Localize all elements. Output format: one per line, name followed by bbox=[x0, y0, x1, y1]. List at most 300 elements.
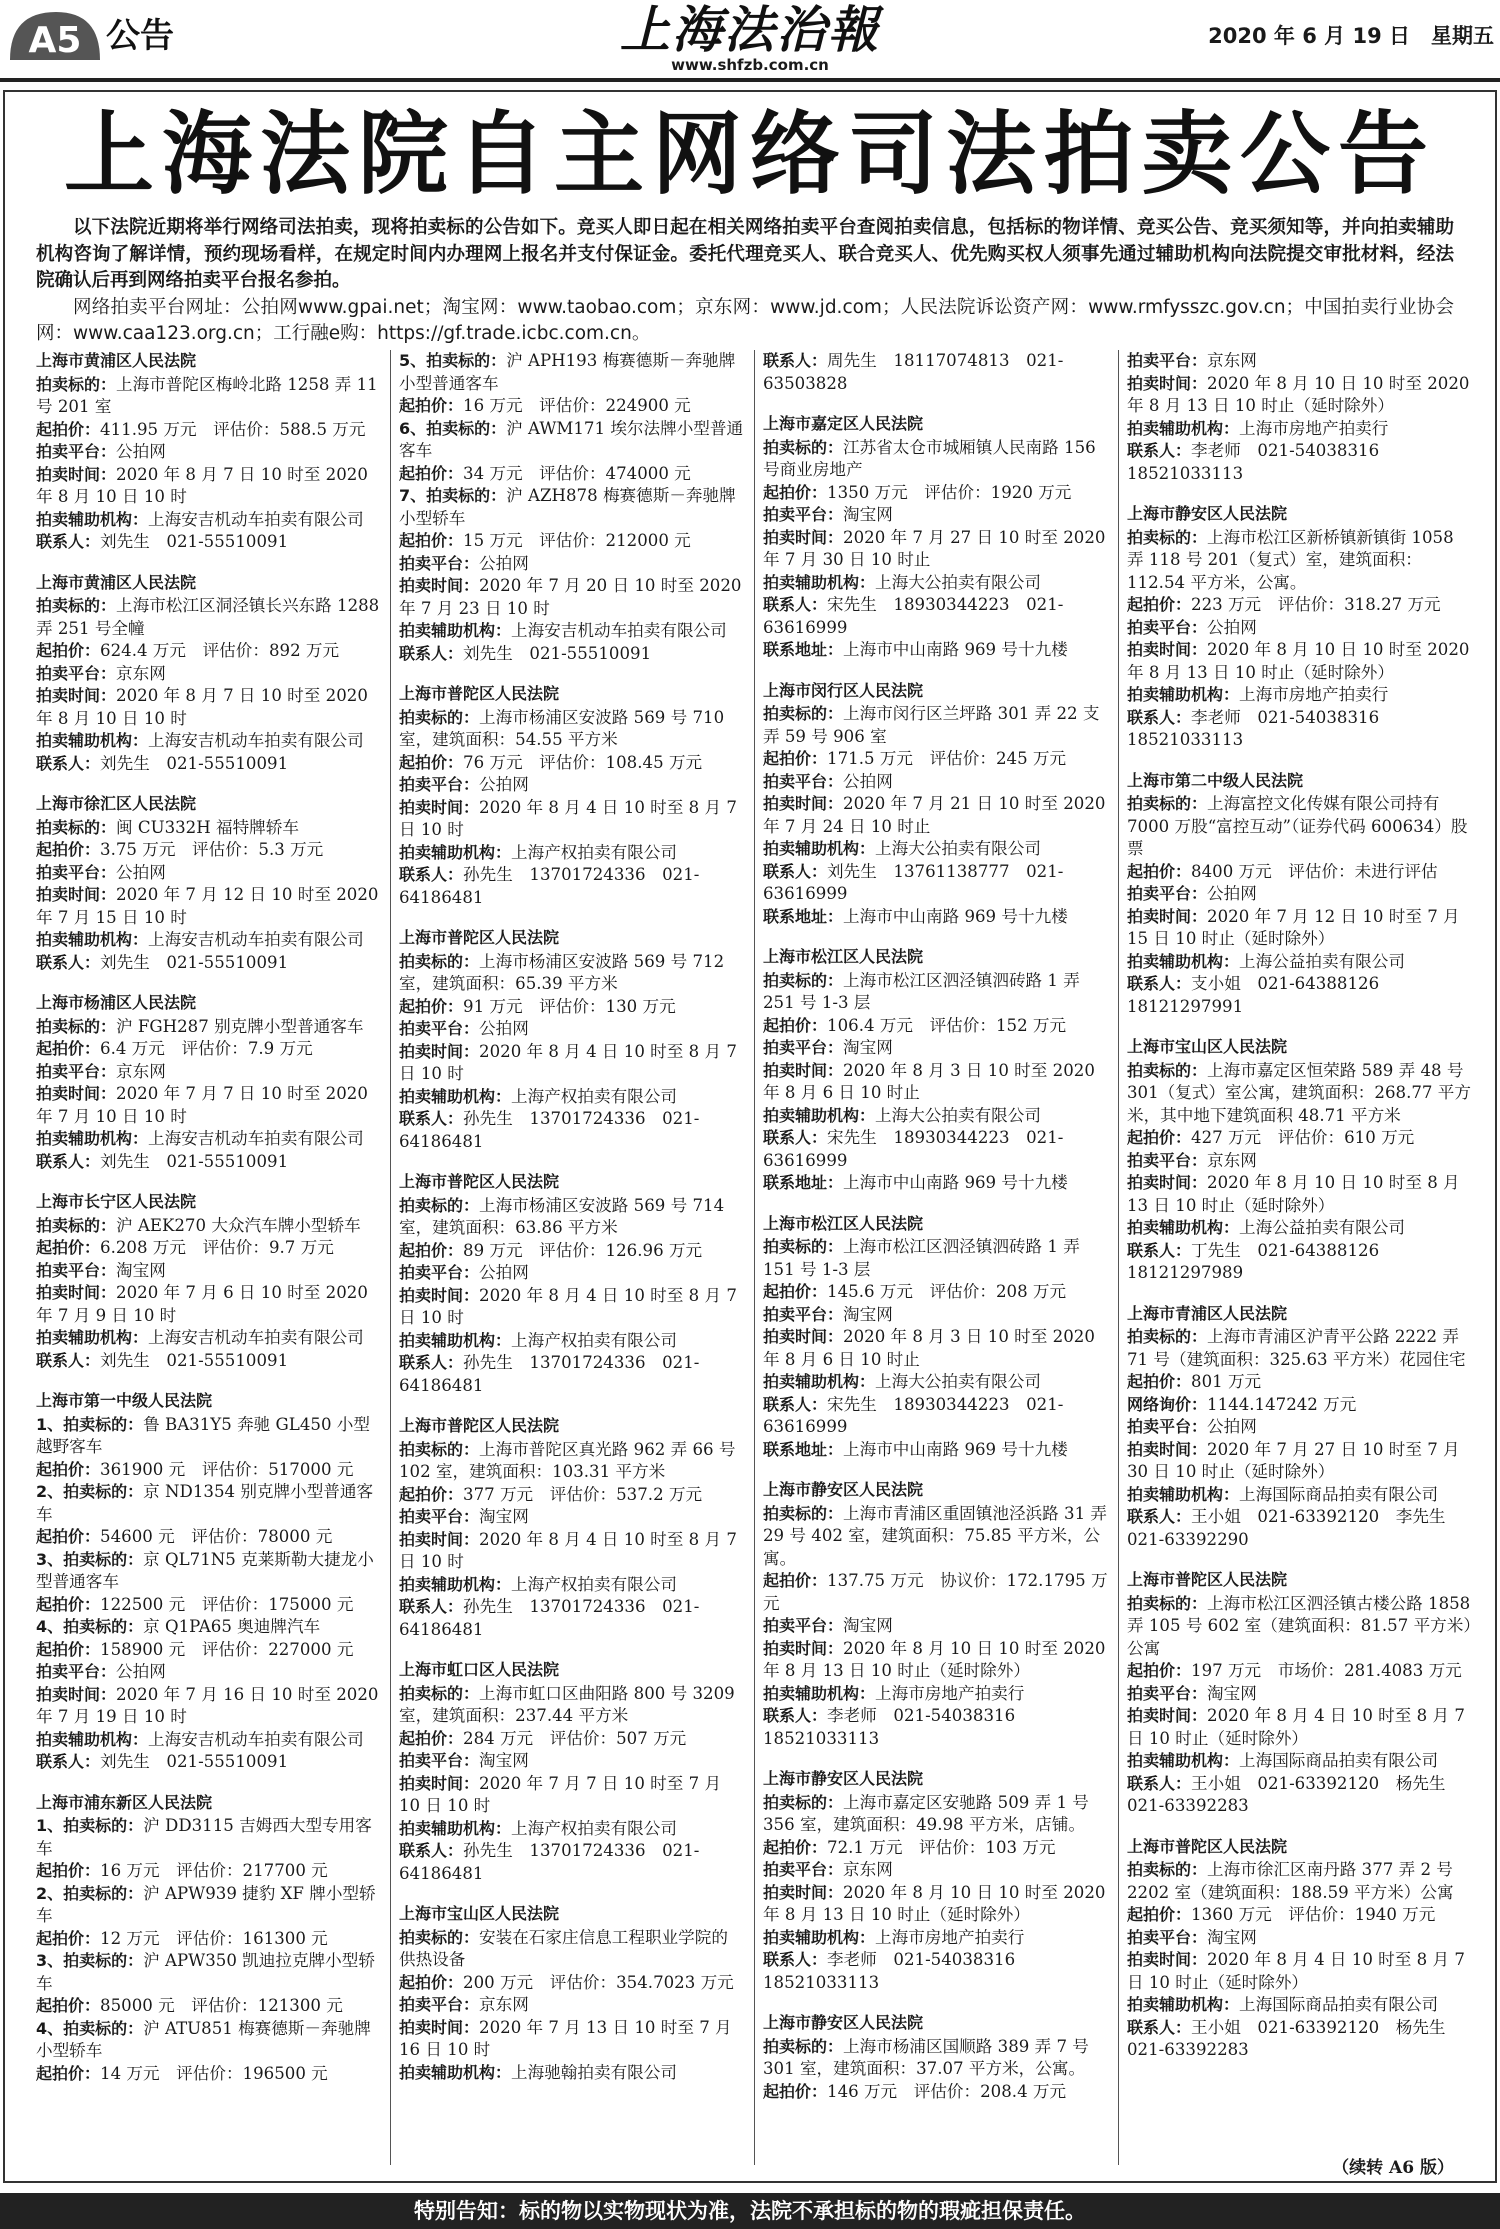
auction-field bbox=[763, 527, 1108, 572]
field-label: 拍卖时间： bbox=[1127, 373, 1208, 393]
field-label: 联系人： bbox=[763, 1128, 828, 1147]
field-value: 上海大公拍卖有限公司 bbox=[875, 572, 1041, 592]
field-label: 拍卖标的： bbox=[36, 1016, 117, 1036]
auction-field bbox=[1127, 1060, 1472, 1128]
field-value: 淘宝网 bbox=[843, 1616, 893, 1635]
field-label: 起拍价： bbox=[399, 752, 464, 772]
field-label: 起拍价： bbox=[763, 1571, 828, 1590]
auction-field bbox=[399, 1972, 744, 1995]
masthead-url: www.shfzb.com.cn bbox=[671, 56, 829, 74]
auction-field bbox=[1127, 1506, 1472, 1551]
field-value: 宋先生 18930344223 021-63616999 bbox=[763, 1128, 1064, 1170]
field-label: 联系人： bbox=[1127, 1773, 1192, 1793]
auction-field bbox=[399, 395, 744, 418]
field-label: 拍卖辅助机构： bbox=[763, 1927, 876, 1947]
auction-field bbox=[763, 703, 1108, 748]
field-value: 丁先生 021-64388126 18121297989 bbox=[1127, 1240, 1396, 1282]
field-value: 624.4 万元 评估价：892 万元 bbox=[100, 641, 340, 660]
field-value: 宋先生 18930344223 021-63616999 bbox=[763, 1394, 1064, 1436]
auction-field bbox=[763, 1015, 1108, 1038]
auction-field bbox=[763, 1792, 1108, 1837]
field-label: 拍卖辅助机构： bbox=[1127, 1484, 1240, 1504]
field-value: 沪 AWM171 埃尔法牌小型普通客车 bbox=[399, 418, 744, 460]
field-value: 江苏省太仓市城厢镇人民南路 156 号商业房地产 bbox=[763, 437, 1096, 479]
field-value: 801 万元 bbox=[1191, 1372, 1262, 1391]
field-label: 起拍价： bbox=[399, 463, 464, 483]
field-value: 122500 元 评估价：175000 元 bbox=[100, 1594, 354, 1614]
field-label: 拍卖平台： bbox=[36, 663, 117, 683]
field-value: 2020 年 8 月 10 日 10 时至 8 月 13 日 10 时止（延时除外） bbox=[1127, 1173, 1460, 1215]
field-label: 起拍价： bbox=[1127, 1661, 1192, 1680]
auction-field bbox=[399, 1840, 744, 1885]
field-label: 拍卖标的： bbox=[1127, 1060, 1208, 1080]
field-value: 上海市房地产拍卖行 bbox=[875, 1683, 1025, 1703]
field-value: 上海市松江区洞泾镇长兴东路 1288 弄 251 号全幢 bbox=[36, 596, 380, 638]
auction-field bbox=[763, 1304, 1108, 1327]
field-value: 公拍网 bbox=[479, 1263, 529, 1282]
field-label: 起拍价： bbox=[763, 482, 828, 502]
auction-field bbox=[36, 1661, 381, 1684]
field-label: 拍卖平台： bbox=[36, 442, 117, 461]
field-label: 联系地址： bbox=[763, 1439, 844, 1459]
field-value: 刘先生 021-55510091 bbox=[100, 1151, 289, 1171]
field-value: 淘宝网 bbox=[116, 1260, 166, 1280]
field-label: 起拍价： bbox=[763, 749, 828, 768]
field-label: 5、拍卖标的： bbox=[399, 351, 507, 370]
auction-field bbox=[763, 861, 1108, 906]
field-value: 公拍网 bbox=[116, 1662, 166, 1681]
page-badge-icon bbox=[6, 6, 104, 64]
auction-field bbox=[36, 1061, 381, 1084]
field-label: 拍卖时间： bbox=[763, 527, 844, 547]
field-label: 拍卖时间： bbox=[399, 1285, 480, 1305]
field-value: 上海安吉机动车拍卖有限公司 bbox=[148, 731, 364, 750]
auction-field bbox=[36, 1684, 381, 1729]
auction-item bbox=[1127, 1036, 1472, 1285]
field-label: 联系人： bbox=[399, 1841, 464, 1860]
field-value: 2020 年 8 月 4 日 10 时至 8 月 7 日 10 时止（延时除外） bbox=[1127, 1950, 1465, 1992]
field-value: 公拍网 bbox=[1207, 884, 1257, 903]
auction-field bbox=[36, 1639, 381, 1662]
field-value: 2020 年 8 月 4 日 10 时至 8 月 7 日 10 时 bbox=[399, 797, 737, 839]
field-value: 2020 年 8 月 4 日 10 时至 8 月 7 日 10 时止（延时除外） bbox=[1127, 1706, 1465, 1748]
field-label: 拍卖时间： bbox=[1127, 906, 1208, 926]
field-label: 联系人： bbox=[36, 753, 101, 773]
field-label: 6、拍卖标的： bbox=[399, 418, 507, 438]
auction-field bbox=[36, 1751, 381, 1774]
field-value: 2020 年 7 月 16 日 10 时至 2020 年 7 月 19 日 10 时 bbox=[36, 1684, 379, 1726]
auction-item bbox=[1127, 770, 1472, 1019]
field-value: 上海市杨浦区安波路 569 号 714 室，建筑面积：63.86 平方米 bbox=[399, 1195, 725, 1237]
field-value: 王小姐 021-63392120 杨先生 021-63392283 bbox=[1127, 1773, 1463, 1815]
court-name: 上海市长宁区人民法院 bbox=[36, 1192, 197, 1211]
auction-field bbox=[763, 572, 1108, 595]
auction-field bbox=[1127, 684, 1472, 707]
auction-field bbox=[399, 553, 744, 576]
field-value: 李老师 021-54038316 18521033113 bbox=[763, 1950, 1032, 1992]
field-label: 起拍价： bbox=[36, 1039, 101, 1058]
court-name: 上海市松江区人民法院 bbox=[763, 947, 924, 966]
auction-field bbox=[1127, 793, 1472, 861]
field-value: 上海市闵行区兰坪路 301 弄 22 支弄 59 号 906 室 bbox=[763, 704, 1100, 746]
field-label: 拍卖平台： bbox=[1127, 1417, 1208, 1436]
field-value: 上海市松江区泗泾镇泗砖路 1 弄 251 号 1-3 层 bbox=[763, 970, 1080, 1012]
auction-field bbox=[763, 1439, 1108, 1462]
field-label: 起拍价： bbox=[1127, 1372, 1192, 1391]
auction-field bbox=[1127, 1949, 1472, 1994]
field-value: 3.75 万元 评估价：5.3 万元 bbox=[100, 840, 324, 859]
auction-item bbox=[763, 413, 1108, 662]
field-value: 公拍网 bbox=[479, 1019, 529, 1038]
field-value: 孙先生 13701724336 021-64186481 bbox=[399, 1841, 700, 1883]
auction-field bbox=[763, 350, 1108, 395]
field-label: 起拍价： bbox=[36, 1928, 101, 1948]
field-value: 2020 年 8 月 10 日 10 时至 2020 年 8 月 13 日 10 时止（延时除外） bbox=[763, 1638, 1106, 1680]
auction-item bbox=[399, 350, 744, 665]
field-value: 淘宝网 bbox=[1207, 1927, 1257, 1947]
field-label: 拍卖辅助机构： bbox=[1127, 1751, 1240, 1770]
field-label: 起拍价： bbox=[763, 1282, 828, 1301]
court-name: 上海市普陀区人民法院 bbox=[399, 1172, 560, 1191]
field-value: 京 Q1PA65 奥迪牌汽车 bbox=[143, 1617, 321, 1636]
field-label: 起拍价： bbox=[399, 396, 464, 415]
auction-field bbox=[36, 1481, 381, 1526]
field-label: 拍卖辅助机构： bbox=[36, 1729, 149, 1749]
auction-field bbox=[763, 1859, 1108, 1882]
auction-field bbox=[1127, 1150, 1472, 1173]
auction-field bbox=[399, 1240, 744, 1263]
field-value: 上海市虹口区曲阳路 800 号 3209 室，建筑面积：237.44 平方米 bbox=[399, 1683, 735, 1725]
field-label: 拍卖辅助机构： bbox=[36, 1328, 149, 1347]
field-label: 4、拍卖标的： bbox=[36, 1617, 144, 1636]
field-label: 拍卖辅助机构： bbox=[36, 930, 149, 949]
court-name: 上海市杨浦区人民法院 bbox=[36, 993, 197, 1012]
field-value: 京东网 bbox=[1207, 1150, 1257, 1170]
field-value: 上海市杨浦区安波路 569 号 710 室，建筑面积：54.55 平方米 bbox=[399, 707, 725, 749]
field-label: 起拍价： bbox=[36, 1527, 101, 1546]
court-name: 上海市闵行区人民法院 bbox=[763, 680, 924, 700]
field-value: 2020 年 7 月 21 日 10 时至 2020 年 7 月 24 日 10 时止 bbox=[763, 794, 1106, 836]
field-label: 拍卖标的： bbox=[399, 951, 480, 971]
field-value: 上海市普陀区梅岭北路 1258 弄 11 号 201 室 bbox=[36, 374, 378, 416]
auction-field bbox=[36, 817, 381, 840]
field-label: 3、拍卖标的： bbox=[36, 1951, 144, 1970]
auction-field bbox=[399, 575, 744, 620]
auction-field bbox=[399, 1773, 744, 1818]
field-value: 上海市杨浦区安波路 569 号 712 室，建筑面积：65.39 平方米 bbox=[399, 951, 725, 993]
court-name: 上海市宝山区人民法院 bbox=[1127, 1037, 1288, 1056]
field-label: 拍卖时间： bbox=[399, 797, 480, 817]
auction-field bbox=[399, 530, 744, 553]
field-value: 沪 AEK270 大众汽车牌小型轿车 bbox=[116, 1215, 361, 1235]
field-label: 拍卖标的： bbox=[399, 1927, 480, 1947]
field-label: 联系人： bbox=[399, 1353, 464, 1372]
field-value: 上海公益拍卖有限公司 bbox=[1239, 1218, 1405, 1237]
field-label: 拍卖标的： bbox=[1127, 1327, 1208, 1346]
page-header bbox=[0, 0, 1500, 78]
field-value: 2020 年 8 月 10 日 10 时至 2020 年 8 月 13 日 10 时止（延时除外） bbox=[763, 1882, 1106, 1924]
auction-field bbox=[36, 884, 381, 929]
field-value: 2020 年 7 月 12 日 10 时至 7 月 15 日 10 时止（延时除外） bbox=[1127, 906, 1460, 948]
field-label: 拍卖标的： bbox=[763, 1237, 844, 1256]
field-value: 2020 年 7 月 27 日 10 时至 7 月 30 日 10 时止（延时除外） bbox=[1127, 1439, 1460, 1481]
field-value: 上海市嘉定区安驰路 509 弄 1 号 356 室，建筑面积：49.98 平方米，店铺。 bbox=[763, 1792, 1089, 1834]
field-label: 拍卖平台： bbox=[399, 775, 480, 794]
auction-field bbox=[763, 1326, 1108, 1371]
field-value: 上海安吉机动车拍卖有限公司 bbox=[148, 1729, 364, 1749]
field-label: 拍卖标的： bbox=[36, 374, 117, 394]
auction-field bbox=[36, 1549, 381, 1594]
court-name: 上海市第一中级人民法院 bbox=[36, 1391, 213, 1410]
auction-field bbox=[399, 752, 744, 775]
field-label: 起拍价： bbox=[399, 996, 464, 1016]
auction-field bbox=[36, 1928, 381, 1951]
field-value: 京东网 bbox=[116, 1061, 166, 1081]
field-label: 拍卖辅助机构： bbox=[399, 1574, 512, 1594]
field-label: 拍卖标的： bbox=[36, 1215, 117, 1235]
field-value: 刘先生 021-55510091 bbox=[100, 753, 289, 773]
field-value: 14 万元 评估价：196500 元 bbox=[100, 2063, 328, 2083]
auction-field bbox=[763, 1236, 1108, 1281]
intro bbox=[36, 215, 1454, 348]
field-value: 上海大公拍卖有限公司 bbox=[875, 1105, 1041, 1125]
auction-field bbox=[763, 1705, 1108, 1750]
field-value: 刘先生 021-55510091 bbox=[100, 1350, 289, 1370]
field-value: 闽 CU332H 福特牌轿车 bbox=[116, 817, 299, 837]
field-label: 联系人： bbox=[1127, 1240, 1192, 1260]
auction-field bbox=[399, 643, 744, 666]
auction-field bbox=[763, 1105, 1108, 1128]
field-value: 公拍网 bbox=[479, 775, 529, 794]
column-2 bbox=[399, 350, 744, 2168]
auction-field bbox=[36, 1038, 381, 1061]
field-value: 上海国际商品拍卖有限公司 bbox=[1239, 1484, 1439, 1504]
auction-field bbox=[36, 753, 381, 776]
auction-field bbox=[36, 663, 381, 686]
auction-item bbox=[36, 1390, 381, 1774]
auction-field bbox=[36, 1128, 381, 1151]
auction-field bbox=[763, 1638, 1108, 1683]
field-label: 起拍价： bbox=[399, 531, 464, 550]
auction-field bbox=[399, 1352, 744, 1397]
field-value: 淘宝网 bbox=[479, 1507, 529, 1526]
field-label: 拍卖平台： bbox=[36, 1662, 117, 1681]
field-label: 起拍价： bbox=[36, 641, 101, 660]
auction-field bbox=[1127, 1484, 1472, 1507]
field-label: 1、拍卖标的： bbox=[36, 1414, 144, 1434]
auction-field bbox=[36, 1151, 381, 1174]
field-label: 联系人： bbox=[1127, 441, 1192, 460]
auction-item bbox=[763, 680, 1108, 929]
auction-field bbox=[36, 441, 381, 464]
auction-field bbox=[36, 1995, 381, 2018]
field-label: 拍卖平台： bbox=[1127, 1150, 1208, 1170]
field-label: 拍卖辅助机构： bbox=[763, 1105, 876, 1125]
auction-field bbox=[399, 1018, 744, 1041]
field-label: 拍卖平台： bbox=[399, 553, 480, 573]
auction-field bbox=[399, 1506, 744, 1529]
auction-field bbox=[399, 774, 744, 797]
court-name: 上海市宝山区人民法院 bbox=[399, 1904, 560, 1923]
field-label: 联系人： bbox=[399, 643, 464, 663]
field-value: 72.1 万元 评估价：103 万元 bbox=[827, 1837, 1056, 1857]
field-value: 76 万元 评估价：108.45 万元 bbox=[463, 752, 703, 772]
court-name: 上海市松江区人民法院 bbox=[763, 1213, 924, 1233]
auction-item bbox=[763, 2012, 1108, 2103]
court-name: 上海市静安区人民法院 bbox=[763, 1480, 924, 1499]
auction-field bbox=[36, 1016, 381, 1039]
field-label: 拍卖时间： bbox=[36, 464, 117, 484]
court-name: 上海市普陀区人民法院 bbox=[399, 1416, 560, 1435]
auction-field bbox=[1127, 373, 1472, 418]
auction-field bbox=[399, 485, 744, 530]
field-value: 146 万元 评估价：208.4 万元 bbox=[827, 2081, 1067, 2101]
field-value: 上海公益拍卖有限公司 bbox=[1239, 951, 1405, 971]
field-label: 拍卖平台： bbox=[1127, 884, 1208, 903]
auction-field bbox=[399, 996, 744, 1019]
auction-item bbox=[399, 1415, 744, 1641]
field-label: 起拍价： bbox=[36, 1639, 101, 1659]
field-value: 2020 年 8 月 10 日 10 时至 2020 年 8 月 13 日 10 时止（延时除外） bbox=[1127, 640, 1470, 682]
auction-field bbox=[36, 862, 381, 885]
auction-field bbox=[1127, 1927, 1472, 1950]
field-value: 2020 年 8 月 4 日 10 时至 8 月 7 日 10 时 bbox=[399, 1285, 737, 1327]
auction-field bbox=[36, 1526, 381, 1549]
field-label: 拍卖平台： bbox=[763, 1860, 844, 1879]
field-label: 7、拍卖标的： bbox=[399, 486, 507, 505]
field-value: 2020 年 8 月 3 日 10 时至 2020 年 8 月 6 日 10 时止 bbox=[763, 1060, 1095, 1102]
field-label: 拍卖平台： bbox=[1127, 351, 1208, 370]
auction-field bbox=[36, 1950, 381, 1995]
auction-field bbox=[36, 929, 381, 952]
field-label: 拍卖平台： bbox=[763, 771, 844, 791]
auction-field bbox=[1127, 1593, 1472, 1661]
auction-field bbox=[36, 1883, 381, 1928]
field-label: 拍卖平台： bbox=[763, 1038, 844, 1057]
auction-field bbox=[763, 793, 1108, 838]
auction-field bbox=[1127, 1660, 1472, 1683]
field-value: 上海国际商品拍卖有限公司 bbox=[1239, 1995, 1439, 2014]
field-label: 拍卖辅助机构： bbox=[36, 1129, 149, 1148]
field-value: 宋先生 18930344223 021-63616999 bbox=[763, 595, 1064, 637]
auction-field bbox=[399, 1439, 744, 1484]
field-label: 拍卖平台： bbox=[399, 1507, 480, 1526]
field-label: 3、拍卖标的： bbox=[36, 1549, 144, 1569]
auction-field bbox=[1127, 617, 1472, 640]
auction-field bbox=[1127, 1217, 1472, 1240]
field-value: 沪 APW939 捷豹 XF 牌小型轿车 bbox=[36, 1883, 376, 1925]
auction-item bbox=[1127, 1303, 1472, 1552]
auction-field bbox=[399, 1041, 744, 1086]
field-value: 李老师 021-54038316 18521033113 bbox=[1127, 441, 1396, 483]
field-value: 上海安吉机动车拍卖有限公司 bbox=[148, 1328, 364, 1347]
field-value: 京东网 bbox=[843, 1860, 893, 1879]
field-value: 孙先生 13701724336 021-64186481 bbox=[399, 1353, 700, 1395]
auction-field bbox=[763, 1060, 1108, 1105]
auction-item bbox=[763, 1479, 1108, 1750]
field-label: 联系人： bbox=[36, 1151, 101, 1171]
field-label: 1、拍卖标的： bbox=[36, 1816, 144, 1835]
field-value: 上海安吉机动车拍卖有限公司 bbox=[148, 930, 364, 949]
auction-field bbox=[1127, 527, 1472, 595]
auction-field bbox=[1127, 1750, 1472, 1773]
field-label: 拍卖辅助机构： bbox=[1127, 418, 1240, 438]
field-value: 京 QL71N5 克莱斯勒大捷龙小型普通客车 bbox=[36, 1549, 374, 1591]
field-label: 联系人： bbox=[1127, 1507, 1192, 1526]
field-label: 联系人： bbox=[36, 1350, 101, 1370]
field-label: 拍卖平台： bbox=[763, 1616, 844, 1635]
field-value: 上海市青浦区沪青平公路 2222 弄 71 号（建筑面积：325.63 平方米）花园住宅 bbox=[1127, 1327, 1466, 1369]
field-label: 拍卖平台： bbox=[763, 505, 844, 524]
auction-field bbox=[1127, 707, 1472, 752]
field-value: 周先生 18117074813 021-63503828 bbox=[763, 351, 1064, 393]
auction-field bbox=[763, 504, 1108, 527]
field-label: 联系人： bbox=[763, 1706, 828, 1725]
section-name: 公告 bbox=[106, 16, 174, 56]
field-label: 拍卖时间： bbox=[763, 1638, 844, 1658]
auction-item bbox=[763, 1213, 1108, 1462]
field-label: 起拍价： bbox=[36, 840, 101, 859]
field-value: 2020 年 8 月 7 日 10 时至 2020 年 8 月 10 日 10 时 bbox=[36, 464, 368, 506]
auction-field bbox=[36, 1729, 381, 1752]
field-label: 拍卖辅助机构： bbox=[399, 842, 512, 862]
field-label: 拍卖平台： bbox=[399, 1995, 480, 2014]
auction-field bbox=[763, 1503, 1108, 1571]
court-name: 上海市普陀区人民法院 bbox=[1127, 1836, 1288, 1856]
field-value: 34 万元 评估价：474000 元 bbox=[463, 463, 691, 483]
auction-field bbox=[399, 707, 744, 752]
field-value: 上海市嘉定区恒荣路 589 弄 48 号 301（复式）室公寓，建筑面积：268.77 平方米，其中地下建筑面积 48.71 平方米 bbox=[1127, 1060, 1471, 1125]
field-value: 公拍网 bbox=[1207, 617, 1257, 637]
field-label: 联系地址： bbox=[763, 640, 844, 659]
field-value: 公拍网 bbox=[843, 771, 893, 791]
court-name: 上海市黄浦区人民法院 bbox=[36, 351, 197, 370]
field-value: 16 万元 评估价：217700 元 bbox=[100, 1861, 328, 1880]
field-value: 淘宝网 bbox=[479, 1751, 529, 1770]
auction-field bbox=[763, 838, 1108, 861]
field-label: 拍卖标的： bbox=[36, 596, 117, 615]
field-label: 拍卖时间： bbox=[763, 1060, 844, 1080]
field-value: 89 万元 评估价：126.96 万元 bbox=[463, 1240, 703, 1260]
field-label: 联系人： bbox=[1127, 974, 1192, 993]
auction-item bbox=[763, 350, 1108, 395]
field-label: 拍卖辅助机构： bbox=[36, 509, 149, 529]
field-value: 上海市松江区泗泾镇古楼公路 1858 弄 105 号 602 室（建筑面积：81.57 平方米）公寓 bbox=[1127, 1593, 1472, 1658]
field-label: 拍卖时间： bbox=[1127, 1950, 1208, 1969]
field-value: 孙先生 13701724336 021-64186481 bbox=[399, 865, 700, 907]
field-value: 上海市青浦区重固镇池泾浜路 31 弄 29 号 402 室，建筑面积：75.85 平方米，公寓。 bbox=[763, 1503, 1107, 1568]
auction-item bbox=[1127, 1569, 1472, 1818]
field-label: 拍卖时间： bbox=[763, 1882, 844, 1902]
court-name: 上海市嘉定区人民法院 bbox=[763, 414, 924, 433]
field-value: 李老师 021-54038316 18521033113 bbox=[1127, 707, 1396, 749]
field-label: 拍卖辅助机构： bbox=[763, 572, 876, 592]
field-value: 京东网 bbox=[1207, 351, 1257, 370]
field-label: 联系人： bbox=[763, 1394, 828, 1414]
field-value: 上海驰翰拍卖有限公司 bbox=[511, 2062, 677, 2082]
field-value: 1360 万元 评估价：1940 万元 bbox=[1191, 1905, 1436, 1924]
field-label: 拍卖时间： bbox=[399, 576, 480, 595]
field-label: 起拍价： bbox=[36, 2063, 101, 2083]
court-name: 上海市第二中级人民法院 bbox=[1127, 770, 1304, 790]
auction-field bbox=[1127, 350, 1472, 373]
field-value: 15 万元 评估价：212000 元 bbox=[463, 531, 691, 550]
field-label: 联系人： bbox=[399, 1597, 464, 1616]
field-value: 上海安吉机动车拍卖有限公司 bbox=[511, 621, 727, 640]
field-label: 拍卖时间： bbox=[36, 1084, 117, 1103]
field-value: 淘宝网 bbox=[843, 1304, 893, 1324]
field-label: 联系人： bbox=[763, 1950, 828, 1969]
